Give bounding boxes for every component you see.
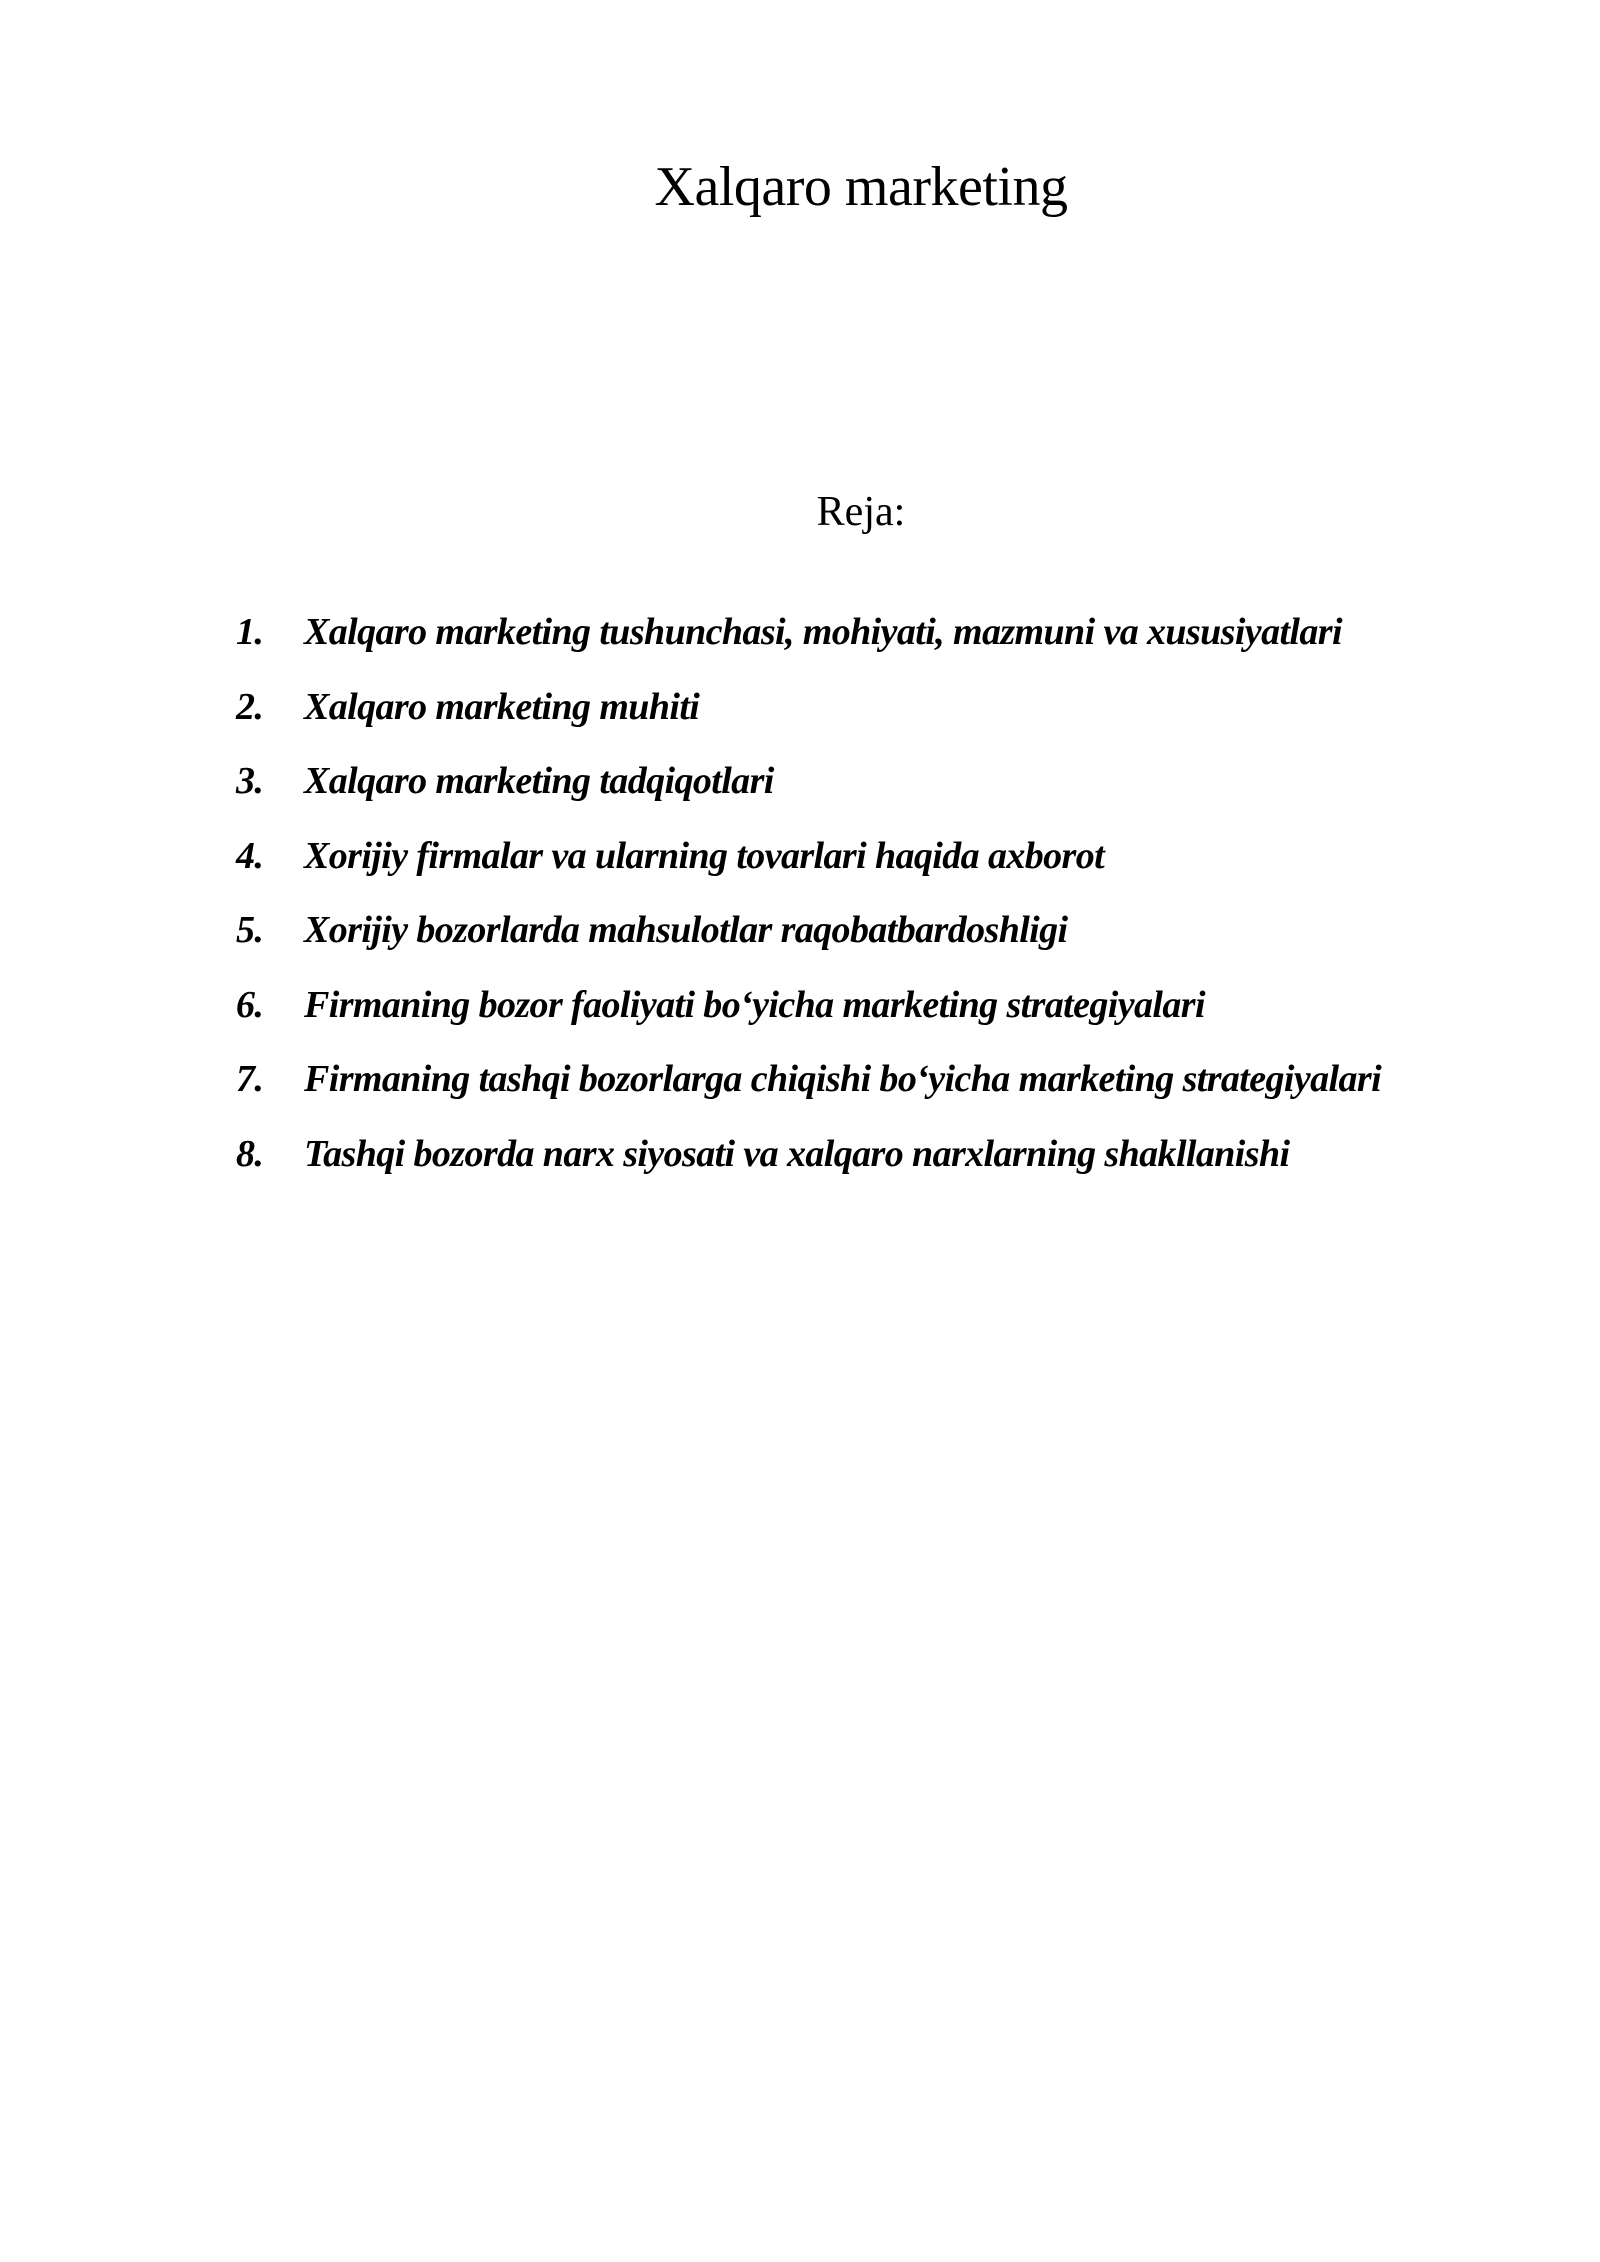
plan-item-text: Xorijiy bozorlarda mahsulotlar raqobatbardoshligi (304, 909, 1068, 951)
document-title: Xalqaro marketing (654, 156, 1068, 218)
plan-item-text: Xalqaro marketing tadqiqotlari (304, 760, 774, 802)
plan-item-number: 5. (236, 909, 264, 951)
plan-heading: Reja: (816, 489, 906, 535)
plan-item-text: Xalqaro marketing muhiti (304, 685, 700, 728)
plan-item-5 (236, 902, 1566, 977)
plan-item-number: 7. (236, 1058, 264, 1100)
plan-item-number: 4. (236, 834, 264, 877)
plan-item-number: 8. (236, 1132, 264, 1175)
plan-item-1 (236, 604, 1566, 679)
plan-list (236, 604, 1566, 1200)
plan-item-8 (236, 1126, 1566, 1201)
plan-item-3 (236, 753, 1566, 828)
plan-item-text: Xalqaro marketing tushunchasi, mohiyati, mazmuni va xususiyatlari (304, 611, 1342, 653)
plan-item-7 (236, 1051, 1566, 1126)
plan-item-2 (236, 679, 1566, 754)
plan-item-number: 1. (236, 611, 264, 653)
plan-item-number: 2. (236, 685, 264, 728)
plan-item-4 (236, 828, 1566, 903)
plan-item-text: Firmaning bozor faoliyati bo‘yicha marketing strategiyalari (304, 983, 1205, 1026)
plan-item-text: Tashqi bozorda narx siyosati va xalqaro narxlarning shakllanishi (304, 1132, 1290, 1175)
plan-item-6 (236, 977, 1566, 1052)
plan-item-number: 3. (236, 760, 264, 802)
plan-item-number: 6. (236, 983, 264, 1026)
plan-item-text: Firmaning tashqi bozorlarga chiqishi bo‘yicha marketing strategiyalari (304, 1058, 1382, 1100)
plan-item-text: Xorijiy firmalar va ularning tovarlari haqida axborot (304, 834, 1105, 877)
